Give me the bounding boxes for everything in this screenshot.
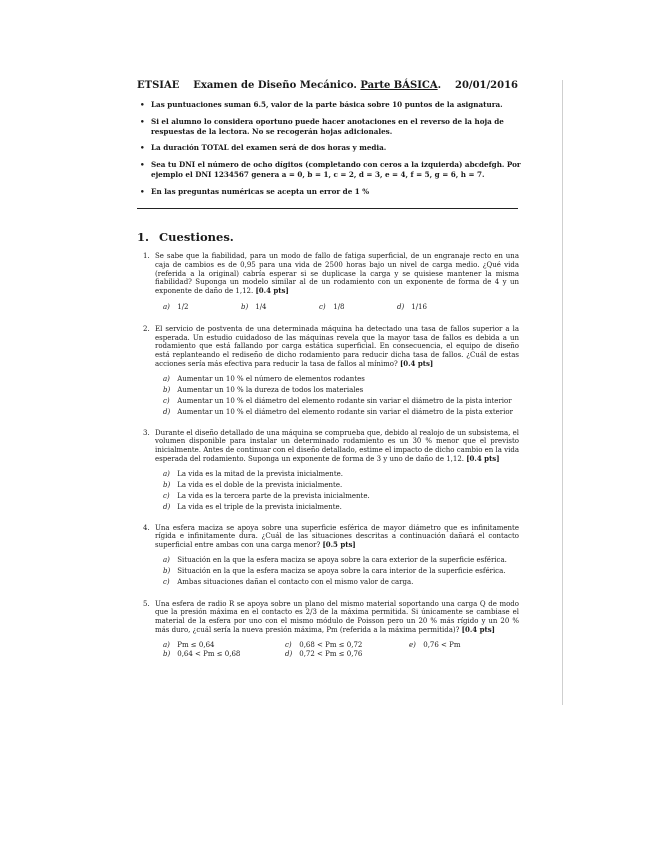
question-text: Una esfera de radio R se apoya sobre un plano del mismo material soportando una carga Q de modo que la presión máxima en el contacto es 2/3 de la máxima permitida. Si únicamente se cambiase el material de la esfera por uno con el mismo módulo de Poisson pero un 20 % más rígido y un 20 % más duro, ¿cuál sería la nueva presión máxima, Pm (referida a la máxima permitida)?	[155, 599, 519, 634]
option-d[interactable]: d) La vida es el triple de la prevista inicialmente.	[163, 503, 342, 512]
option-b[interactable]: b) La vida es el doble de la prevista inicialmente.	[163, 480, 343, 489]
option-b[interactable]: b) 0,64 < Pm ≤ 0,68	[163, 650, 241, 659]
section-heading	[137, 230, 234, 244]
option-c[interactable]: c) 0,68 < Pm ≤ 0,72	[285, 640, 363, 649]
question-points: [0.4 pts]	[466, 453, 500, 463]
option-b[interactable]: b) Situación en la que la esfera maciza se apoya sobre la cara interior de la superficie esférica.	[163, 567, 506, 576]
question-points: [0.4 pts]	[399, 358, 434, 368]
school-name: ETSIAE	[137, 80, 180, 91]
option-c[interactable]: c) La vida es la tercera parte de la prevista inicialmente.	[163, 492, 370, 501]
question-points: [0.5 pts]	[322, 540, 356, 550]
section-title: Cuestiones.	[159, 230, 234, 244]
option-b[interactable]: b) Aumentar un 10 % la dureza de todos los materiales	[163, 385, 364, 394]
exam-part: Parte BÁSICA	[360, 80, 438, 91]
question-points: [0.4 pts]	[461, 624, 495, 634]
instruction-item: • Las puntuaciones suman 6.5, valor de la parte básica sobre 10 puntos de la asignatura.	[137, 100, 521, 110]
instruction-item: • La duración TOTAL del examen será de dos horas y media.	[137, 143, 521, 153]
option-e[interactable]: e) 0,76 < Pm	[409, 640, 461, 649]
instruction-item: • Sea tu DNI el número de ocho dígitos (completando con ceros a la izquierda) abcdefgh. Por ejemplo el DNI 1234567 genera a = 0, b = 1, c = 2, d = 3, e = 4, f = 5, g = 6, h = 7.	[137, 160, 521, 180]
option-a[interactable]: a) Pm ≤ 0,64	[163, 640, 215, 649]
question-3: 3. Durante el diseño detallado de una máquina se comprueba que, debido al realojo de un subsistema, el volumen disponible para instalar un determinado rodamiento es un 30 % menor que el previsto inicialmente. Antes de continuar con el diseño detallado, estime el impacto de dicho cambio en la vida esperada del rodamiento. Suponga un exponente de forma de 3 y uno de daño de 1,12. [0.4 pts] a) La vida es la mitad de la prevista inicialmente. b) La vida es el doble de la prevista inicialmente. c) La vida es la tercera parte de la prevista inicialmente. d) La vida es el triple de la prevista inicialmente.	[137, 429, 519, 514]
question-5: 5. Una esfera de radio R se apoya sobre un plano del mismo material soportando una carga Q de modo que la presión máxima en el contacto es 2/3 de la máxima permitida. Si únicamente se cambiase el material de la esfera por uno con el mismo módulo de Poisson pero un 20 % más rígido y un 20 % más duro, ¿cuál sería la nueva presión máxima, Pm (referida a la máxima permitida)? [0.4 pts] a) Pm ≤ 0,64 c) 0,68 < Pm ≤ 0,72 e) 0,76 < Pm b) 0,64 < Pm ≤ 0,68 d) 0,72 < Pm ≤ 0,76	[143, 599, 519, 659]
question-4: 4. Una esfera maciza se apoya sobre una superficie esférica de mayor diámetro que es infinitamente rígida e infinitamente dura. ¿Cuál de las situaciones descritas a continuación dañará el contacto superficial entre ambas con una carga menor? [0.5 pts] a) Situación en la que la esfera maciza se apoya sobre la cara exterior de la superficie esférica. b) Situación en la que la esfera maciza se apoya sobre la cara interior de la superficie esférica. c) Ambas situaciones dañan el contacto con el mismo valor de carga.	[137, 524, 519, 589]
option-d[interactable]: d) Aumentar un 10 % el diámetro del elemento rodante sin variar el diámetro de la pista exterior	[163, 408, 513, 417]
answer-options	[163, 555, 519, 589]
question-text: Durante el diseño detallado de una máquina se comprueba que, debido al realojo de un subsistema, el volumen disponible para instalar un determinado rodamiento es un 30 % menor que el previsto inicialmente. Antes de continuar con el diseño detallado, estime el impacto de dicho cambio en la vida esperada del rodamiento. Suponga un exponente de forma de 3 y uno de daño de 1,12.	[155, 428, 519, 463]
question-points: [0.4 pts]	[255, 286, 289, 296]
question-2: 2. El servicio de postventa de una determinada máquina ha detectado una tasa de fallos superior a la esperada. Un estudio cuidadoso de las máquinas revela que la mayor tasa de fallos es debida a un rodamiento que está fallando por carga estática superficial. En consecuencia, el equipo de diseño está replanteando el rediseño de dicho rodamiento para reducir dicha tasa de fallos. ¿Cuál de estas acciones sería más efectiva para reducir la tasa de fallos al mínimo? [0.4 pts] a) Aumentar un 10 % el número de elementos rodantes b) Aumentar un 10 % la dureza de todos los materiales c) Aumentar un 10 % el diámetro del elemento rodante sin variar el diámetro de la pista interior d) Aumentar un 10 % el diámetro del elemento rodante sin variar el diámetro de la pista exterior	[137, 325, 519, 419]
section-divider	[137, 208, 518, 209]
option-c[interactable]: c) 1/8	[319, 302, 345, 311]
exam-date: 20/01/2016	[455, 80, 518, 91]
margin-rule	[562, 80, 563, 705]
option-empty	[409, 650, 519, 660]
instruction-item: • Si el alumno lo considera oportuno puede hacer anotaciones en el reverso de la hoja de respuestas de la lectora. No se recogerán hojas adicionales.	[137, 117, 521, 137]
exam-header	[137, 80, 518, 91]
option-a[interactable]: a) 1/2	[163, 302, 189, 311]
question-text: Se sabe que la fiabilidad, para un modo de fallo de fatiga superficial, de un engranaje recto en una caja de cambios es de 0,95 para una vida de 2500 horas bajo un nivel de carga medio. ¿Qué vida (referida a la original) cabría esperar si se duplicase la carga y se quisiese mantener la misma fiabilidad? Suponga un modelo similar al de un rodamiento con un exponente de forma de 4 y un exponente de daño de 1,12.	[155, 252, 519, 296]
question-1: 1. Se sabe que la fiabilidad, para un modo de fallo de fatiga superficial, de un engranaje recto en una caja de cambios es de 0,95 para una vida de 2500 horas bajo un nivel de carga medio. ¿Qué vida (referida a la original) cabría esperar si se duplicase la carga y se quisiese mantener la misma fiabilidad? Suponga un modelo similar al de un rodamiento con un exponente de forma de 4 y un exponente de daño de 1,12. [0.4 pts] a) 1/2 b) 1/4 c) 1/8 d) 1/16	[143, 252, 519, 311]
instruction-item: • En las preguntas numéricas se acepta un error de 1 %	[137, 187, 521, 197]
option-a[interactable]: a) La vida es la mitad de la prevista inicialmente.	[163, 469, 343, 478]
section-number: 1.	[137, 230, 150, 244]
instructions-list	[137, 100, 521, 204]
option-d[interactable]: d) 0,72 < Pm ≤ 0,76	[285, 650, 363, 659]
option-b[interactable]: b) 1/4	[241, 302, 267, 311]
exam-title: Examen de Diseño Mecánico. Parte BÁSICA.	[193, 80, 442, 91]
option-c[interactable]: c) Ambas situaciones dañan el contacto con el mismo valor de carga.	[163, 578, 414, 587]
option-d[interactable]: d) 1/16	[397, 302, 427, 311]
option-a[interactable]: a) Aumentar un 10 % el número de elementos rodantes	[163, 374, 365, 383]
option-c[interactable]: c) Aumentar un 10 % el diámetro del elemento rodante sin variar el diámetro de la pista interior	[163, 397, 512, 406]
question-text: Una esfera maciza se apoya sobre una superficie esférica de mayor diámetro que es infinitamente rígida e infinitamente dura. ¿Cuál de las situaciones descritas a continuación dañará el contacto superficial entre ambas con una carga menor?	[155, 523, 519, 550]
questions-list	[137, 252, 519, 660]
answer-options	[163, 641, 519, 660]
option-a[interactable]: a) Situación en la que la esfera maciza se apoya sobre la cara exterior de la superficie esférica.	[163, 555, 507, 564]
question-text: El servicio de postventa de una determinada máquina ha detectado una tasa de fallos superior a la esperada. Un estudio cuidadoso de las máquinas revela que la mayor tasa de fallos es debida a un rodamiento que está fallando por carga estática superficial. En consecuencia, el equipo de diseño está replanteando el rediseño de dicho rodamiento para reducir dicha tasa de fallos. ¿Cuál de estas acciones sería más efectiva para reducir la tasa de fallos al mínimo?	[155, 324, 519, 368]
answer-options	[163, 469, 519, 514]
answer-options	[163, 303, 519, 312]
answer-options	[163, 374, 519, 419]
